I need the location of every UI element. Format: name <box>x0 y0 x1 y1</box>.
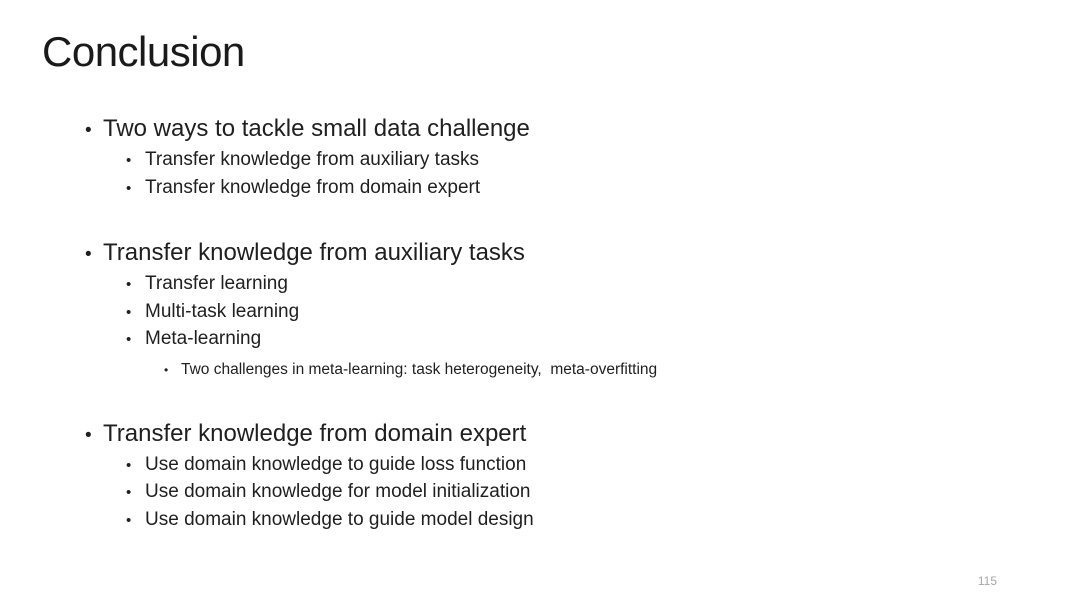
bullet-icon: • <box>85 424 92 446</box>
list-item-text: Use domain knowledge for model initialization <box>145 481 531 502</box>
list-item-level2 <box>85 326 1040 354</box>
list-item-level3 <box>85 357 1040 383</box>
list-item-text: Meta-learning <box>145 328 262 349</box>
list-item-level2 <box>85 147 1040 175</box>
slide-title: Conclusion <box>42 28 245 75</box>
list-item-text: Two challenges in meta-learning: task heterogeneity, meta-overfitting <box>181 360 658 378</box>
list-item-level1 <box>85 417 1040 452</box>
list-item-level2 <box>85 507 1040 535</box>
bullet-icon: • <box>85 120 92 141</box>
list-item-text: Transfer knowledge from domain expert <box>145 176 481 198</box>
list-item-level2 <box>85 299 1040 327</box>
list-item-text: Two ways to tackle small data challenge <box>103 115 530 142</box>
bullet-icon: • <box>126 152 132 169</box>
bullet-icon: • <box>126 303 132 321</box>
slide-body <box>85 112 1040 534</box>
bullet-icon: • <box>126 511 132 529</box>
bullet-icon: • <box>164 362 169 377</box>
list-item-level2 <box>85 452 1040 480</box>
list-item-level2 <box>85 271 1040 299</box>
list-item-level1 <box>85 236 1040 271</box>
list-item-text: Transfer learning <box>145 273 288 294</box>
list-item-text: Use domain knowledge to guide model design <box>145 508 534 530</box>
list-item-text: Transfer knowledge from domain expert <box>103 419 527 447</box>
list-item-level1 <box>85 112 1040 147</box>
bullet-icon: • <box>85 244 92 265</box>
bullet-icon: • <box>126 456 132 474</box>
bullet-group-small-data <box>85 112 1040 202</box>
bullet-group-domain-expert <box>85 417 1040 535</box>
list-item-text: Use domain knowledge to guide loss function <box>145 453 527 475</box>
list-item-level2 <box>85 479 1040 507</box>
page-number: 115 <box>977 574 997 588</box>
list-item-text: Multi-task learning <box>145 300 300 322</box>
list-item-text: Transfer knowledge from auxiliary tasks <box>145 149 480 170</box>
bullet-icon: • <box>126 331 132 348</box>
bullet-icon: • <box>126 179 132 197</box>
list-item-level2 <box>85 175 1040 203</box>
bullet-icon: • <box>126 276 132 293</box>
bullet-icon: • <box>126 484 132 501</box>
bullet-group-auxiliary-tasks <box>85 236 1040 383</box>
list-item-text: Transfer knowledge from auxiliary tasks <box>103 239 525 266</box>
